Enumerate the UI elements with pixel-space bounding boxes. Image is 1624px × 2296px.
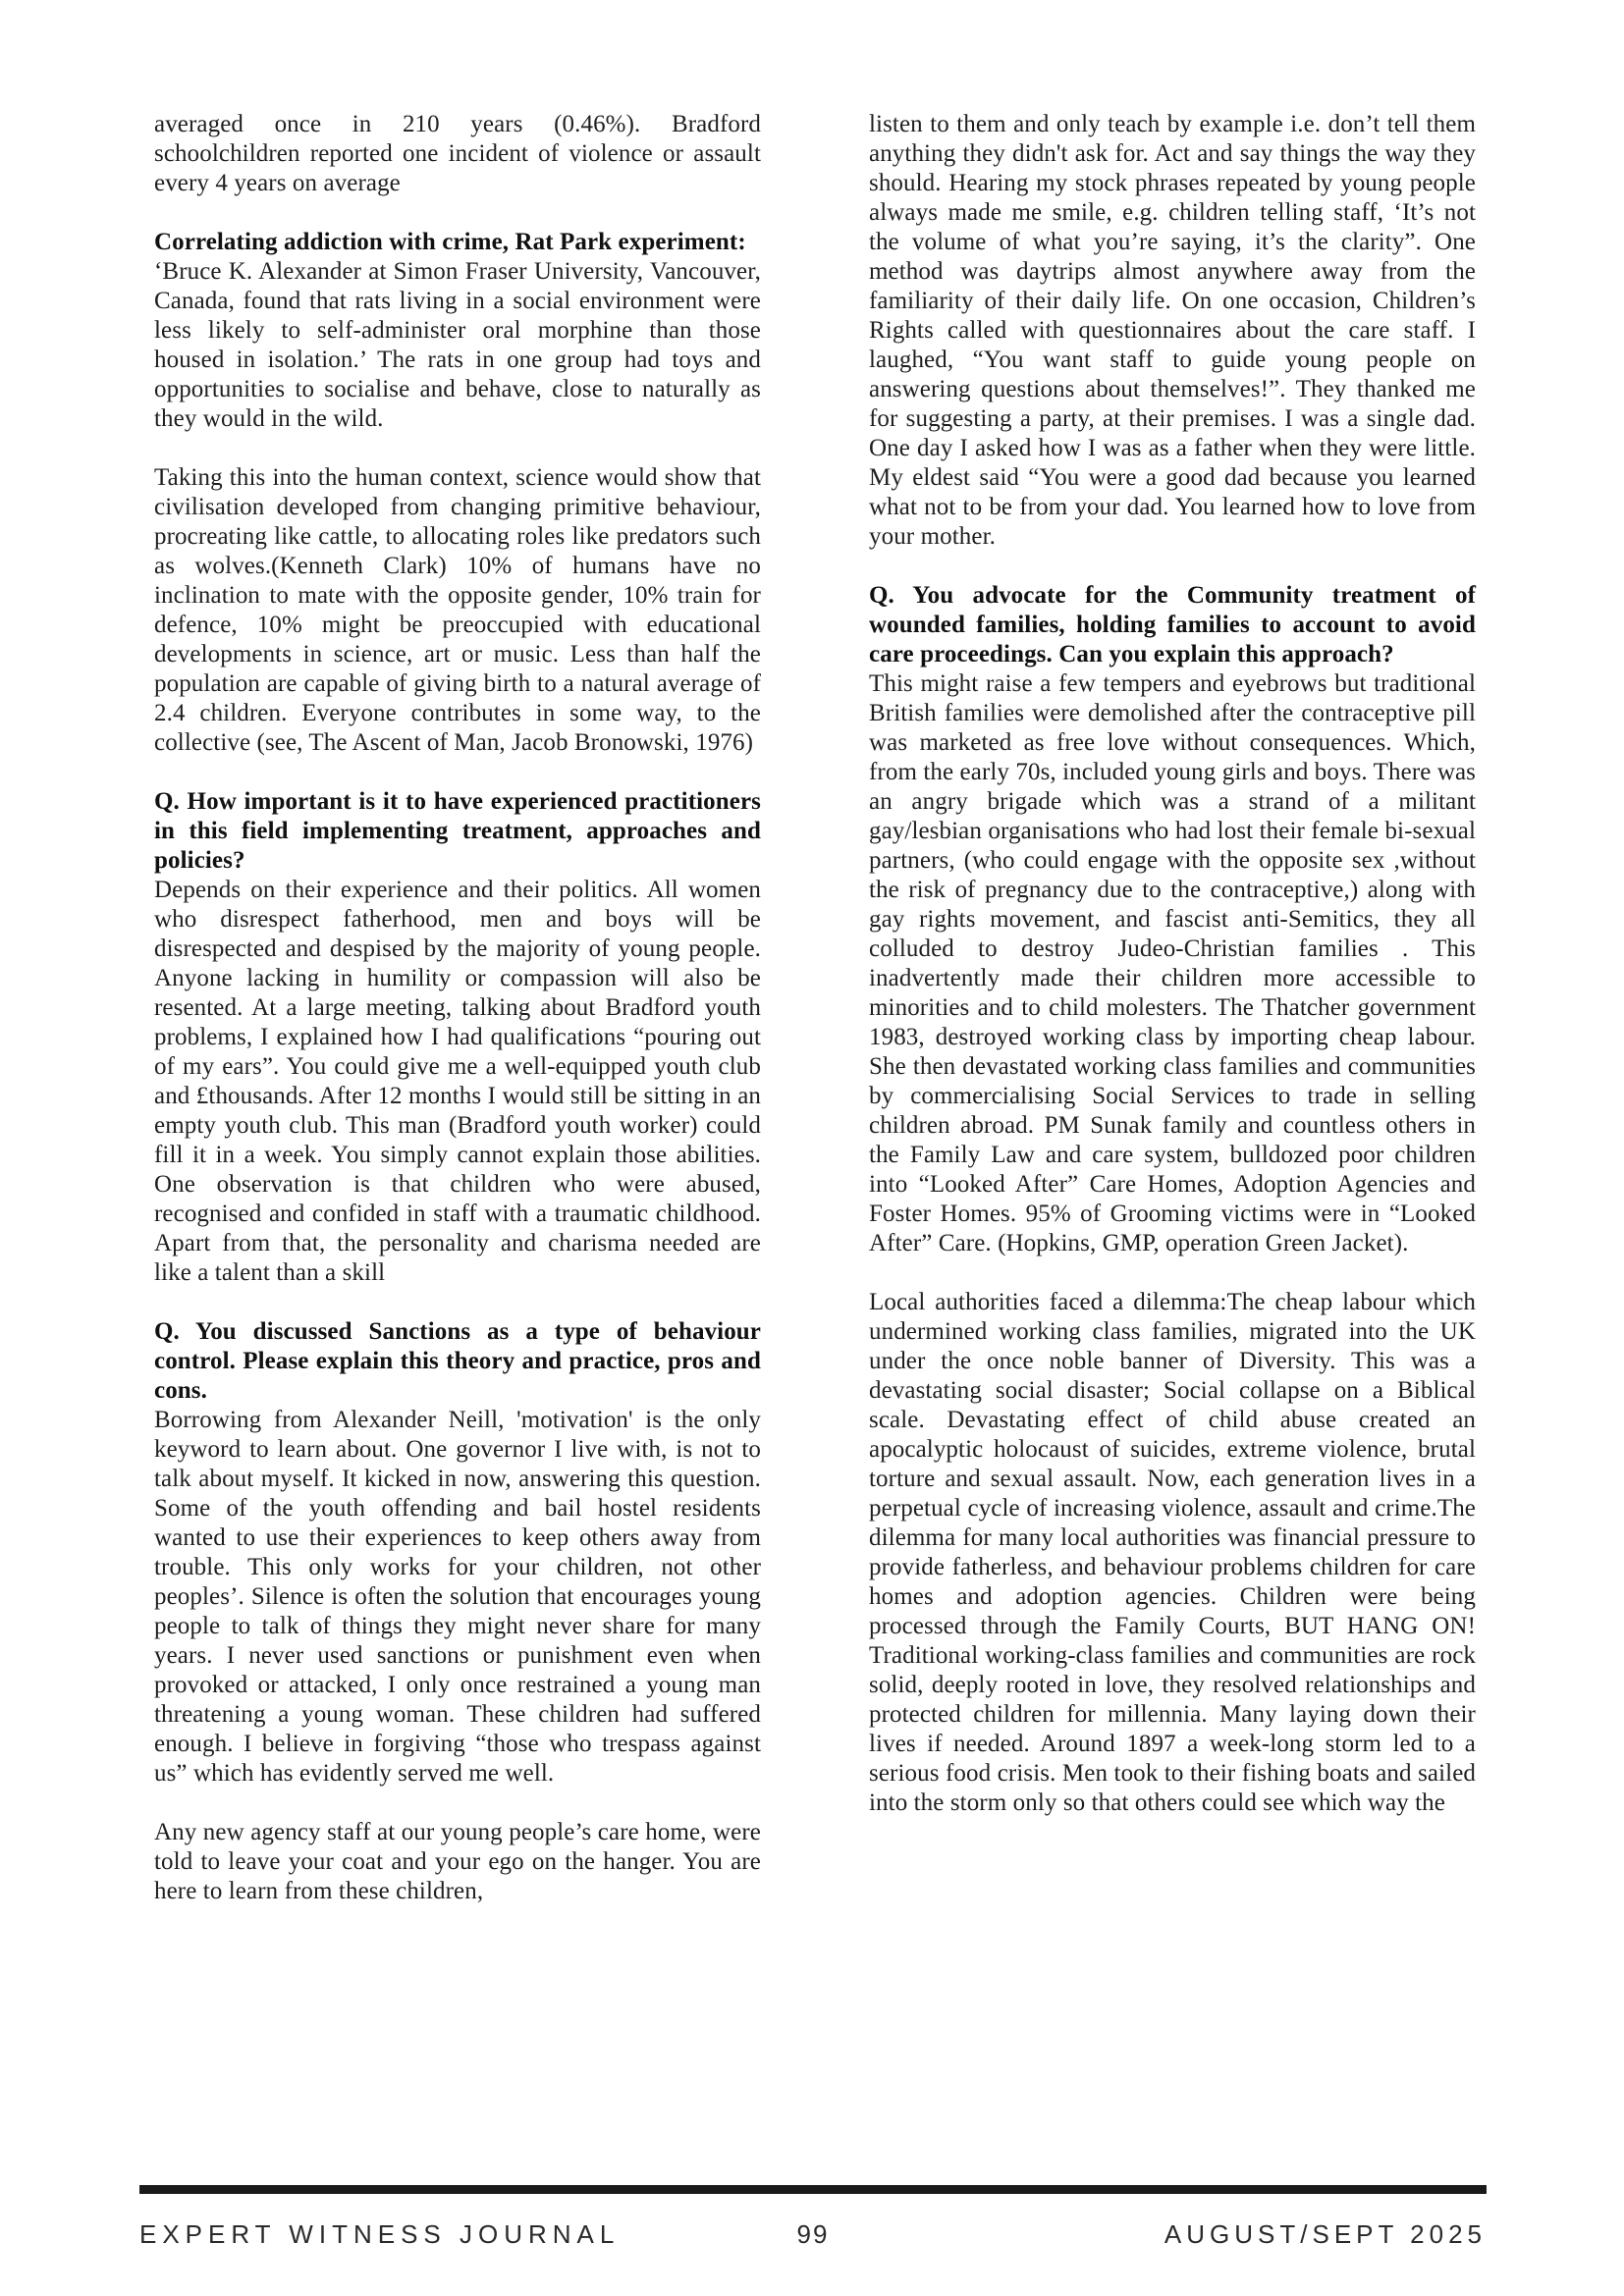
heading-rat-park-experiment: Correlating addiction with crime, Rat Park experiment: (154, 229, 746, 255)
answer-sanctions: Borrowing from Alexander Neill, 'motivation' is the only keyword to learn about. One governor I live with, is not to talk about myself. It kicked in now, answering this question. Some of the youth offending and bail hostel residents wanted to use their experiences to keep others away from trouble. This only works for your children, not other peoples’. Silence is often the solution that encourages young people to talk of things they might never share for many years. I never used sanctions or punishment even when provoked or attacked, I only once restrained a young man threatening a young woman. These children had suffered enough. I believe in forgiving “those who trespass against us” which has evidently served me well. (154, 1407, 761, 1787)
left-column (154, 110, 761, 1906)
footer-row (139, 2219, 1487, 2250)
footer-journal-name: EXPERT WITNESS JOURNAL (139, 2219, 621, 2249)
question-experienced-practitioners: Q. How important is it to have experienced practitioners in this field implementing treatment, approaches and policies? (154, 788, 761, 874)
human-context-paragraph: Taking this into the human context, science would show that civilisation developed from changing primitive behaviour, procreating like cattle, to allocating roles like predators such as wolves.(Kenneth Clark) 10% of humans have no inclination to mate with the opposite gender, 10% train for defence, 10% might be preoccupied with educational developments in science, art or music. Less than half the population are capable of giving birth to a natural average of 2.4 children. Everyone contributes in some way, to the collective (see, The Ascent of Man, Jacob Bronowski, 1976) (154, 464, 761, 756)
listen-to-them-paragraph: listen to them and only teach by example i.e. don’t tell them anything they didn't ask for. Act and say things the way they should. Hearing my stock phrases repeated by young people always made me smile, e.g. children telling staff, ‘It’s not the volume of what you’re saying, it’s the clarity”. One method was daytrips almost anywhere away from the familiarity of their daily life. On one occasion, Children’s Rights called with questionnaires about the care staff. I laughed, “You want staff to guide young people on answering questions about themselves!”. They thanked me for suggesting a party, at their premises. I was a single dad. One day I asked how I was as a father when they were little. My eldest said “You were a good dad because you learned what not to be from your dad. You learned how to love from your mother. (869, 111, 1476, 550)
rat-park-paragraph: ‘Bruce K. Alexander at Simon Fraser University, Vancouver, Canada, found that rats living in a social environment were less likely to self-administer oral morphine than those housed in isolation.’ The rats in one group had toys and opportunities to socialise and behave, close to naturally as they would in the wild. (154, 258, 761, 432)
right-column (869, 110, 1476, 1906)
answer-experienced-practitioners: Depends on their experience and their politics. All women who disrespect fatherhood, men and boys will be disrespected and despised by the majority of young people. Anyone lacking in humility or compassion will also be resented. At a large meeting, talking about Bradford youth problems, I explained how I had qualifications “pouring out of my ears”. You could give me a well-equipped youth club and £thousands. After 12 months I would still be sitting in an empty youth club. This man (Bradford youth worker) could fill it in a week. You simply cannot explain those abilities. One observation is that children who were abused, recognised and confided in staff with a traumatic childhood. Apart from that, the personality and charisma needed are like a talent than a skill (154, 877, 761, 1286)
question-community-treatment: Q. You advocate for the Community treatment of wounded families, holding families to account to avoid care proceedings. Can you explain this approach? (869, 582, 1476, 667)
agency-staff-paragraph: Any new agency staff at our young people’s care home, were told to leave your coat and your ego on the hanger. You are here to learn from these children, (154, 1819, 761, 1904)
question-sanctions: Q. You discussed Sanctions as a type of behaviour control. Please explain this theory and practice, pros and cons. (154, 1318, 761, 1404)
page-footer (139, 2185, 1487, 2250)
answer-community-treatment: This might raise a few tempers and eyebrows but traditional British families were demolished after the contraceptive pill was marketed as free love without consequences. Which, from the early 70s, included young girls and boys. There was an angry brigade which was a strand of a militant gay/lesbian organisations who had lost their female bi-sexual partners, (who could engage with the opposite sex ,without the risk of pregnancy due to the contraceptive,) along with gay rights movement, and fascist anti-Semitics, they all colluded to destroy Judeo-Christian families . This inadvertently made their children more accessible to minorities and to child molesters. The Thatcher government 1983, destroyed working class by importing cheap labour. She then devastated working class families and communities by commercialising Social Services to trade in selling children abroad. PM Sunak family and countless others in the Family Law and care system, bulldozed poor children into “Looked After” Care Homes, Adoption Agencies and Foster Homes. 95% of Grooming victims were in “Looked After” Care. (Hopkins, GMP, operation Green Jacket). (869, 670, 1476, 1256)
footer-rule (139, 2185, 1487, 2194)
article-body (154, 110, 1476, 1906)
footer-issue-date: AUGUST/SEPT 2025 (1164, 2219, 1487, 2249)
local-authorities-paragraph: Local authorities faced a dilemma:The cheap labour which undermined working class families, migrated into the UK under the once noble banner of Diversity. This was a devastating social disaster; Social collapse on a Biblical scale. Devastating effect of child abuse created an apocalyptic holocaust of suicides, extreme violence, brutal torture and sexual assault. Now, each generation lives in a perpetual cycle of increasing violence, assault and crime.The dilemma for many local authorities was financial pressure to provide fatherless, and behaviour problems children for care homes and adoption agencies. Children were being processed through the Family Courts, BUT HANG ON! Traditional working-class families and communities are rock solid, deeply rooted in love, they resolved relationships and protected children for millennia. Many laying down their lives if needed. Around 1897 a week-long storm led to a serious food crisis. Men took to their fishing boats and sailed into the storm only so that others could see which way the (869, 1289, 1476, 1816)
footer-page-number: 99 (796, 2219, 830, 2249)
continuation-paragraph: averaged once in 210 years (0.46%). Bradford schoolchildren reported one incident of violence or assault every 4 years on average (154, 111, 761, 196)
